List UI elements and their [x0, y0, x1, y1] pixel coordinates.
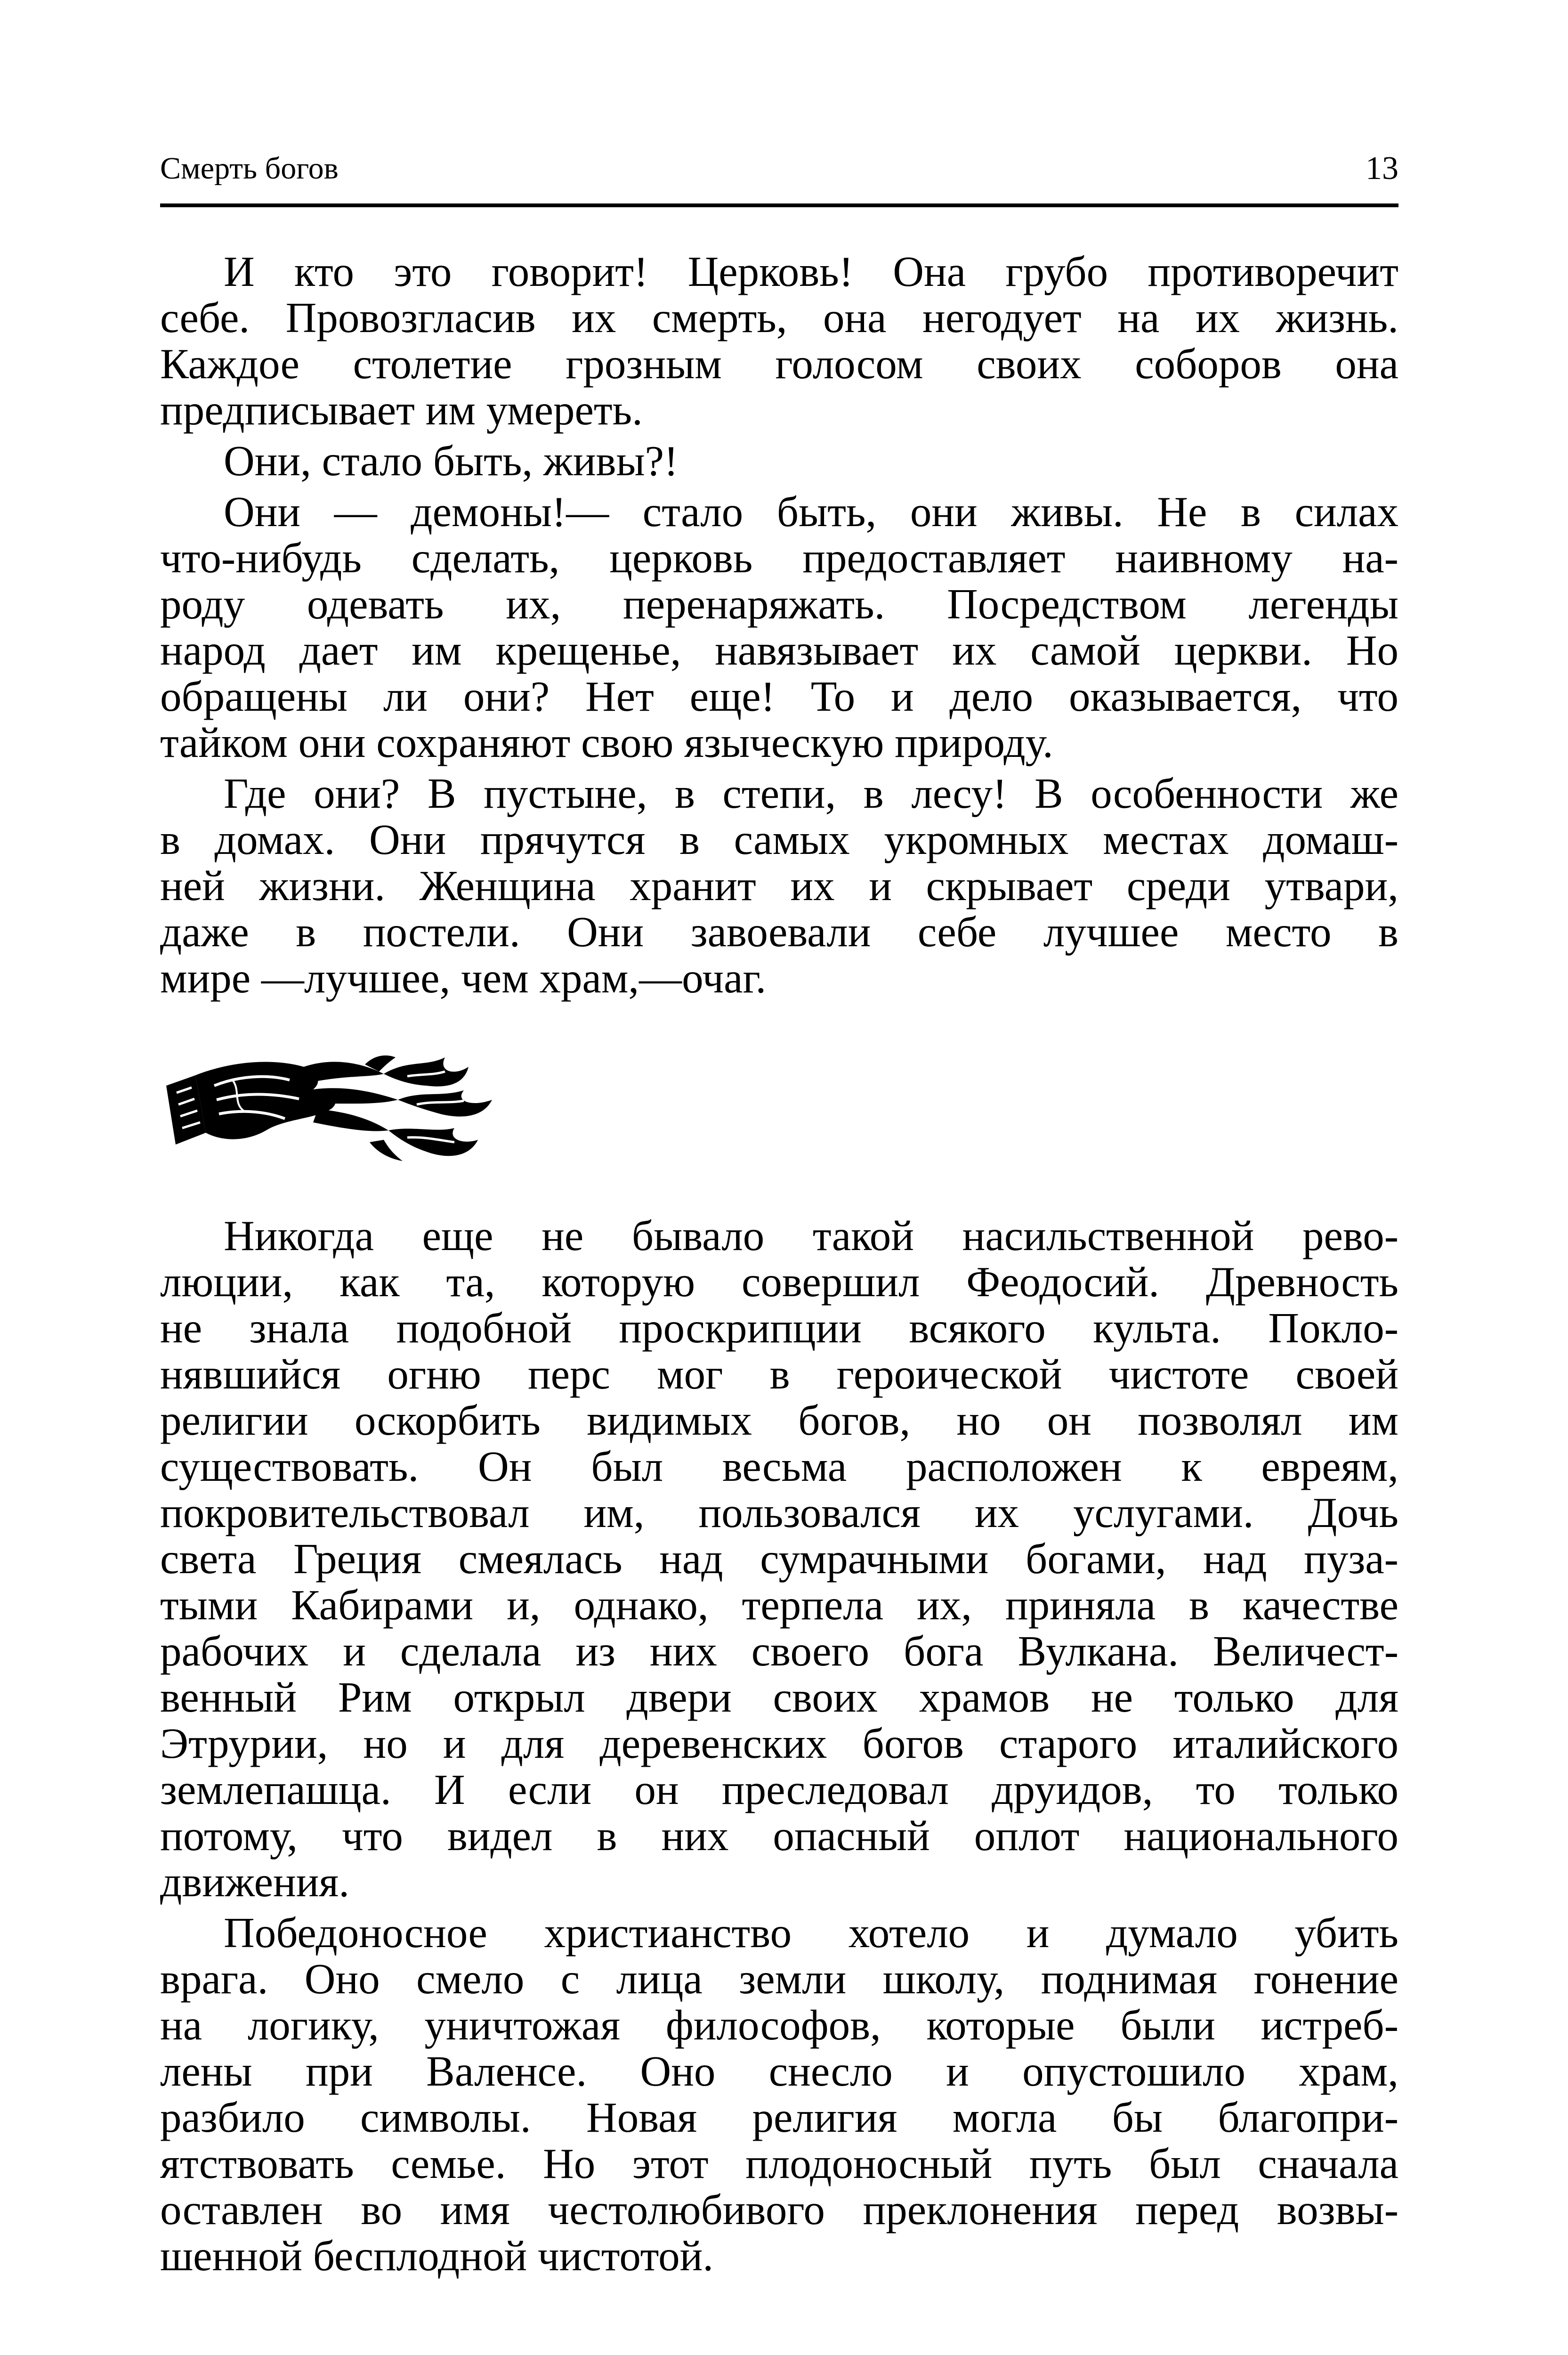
text-line: предписывает им умереть. — [160, 386, 643, 434]
text-line: ятствовать семье. Но этот плодоносный путь был сначала — [160, 2140, 1398, 2187]
text-line: врага. Оно смело с лица земли школу, поднимая гонение — [160, 1955, 1398, 2003]
text-line: тыми Кабирами и, однако, терпела их, приняла в качестве — [160, 1581, 1398, 1629]
header-rule — [160, 203, 1398, 207]
text-line: разбило символы. Новая религия могла бы благопри- — [160, 2094, 1398, 2141]
text-line: движения. — [160, 1858, 350, 1906]
text-line: шенной бесплодной чистотой. — [160, 2232, 714, 2280]
text-line: И кто это говорит! Церковь! Она грубо противоречит — [224, 248, 1398, 295]
paragraph — [160, 771, 1398, 1001]
paragraph — [160, 1910, 1398, 2279]
text-line: даже в постели. Они завоевали себе лучшее место в — [160, 908, 1398, 956]
page-number: 13 — [1366, 150, 1398, 187]
text-line: лены при Валенсе. Оно снесло и опустошило храм, — [160, 2047, 1398, 2095]
text-line: что-нибудь сделать, церковь предоставляет наивному на- — [160, 534, 1398, 582]
paragraph — [160, 489, 1398, 766]
text-line: люции, как та, которую совершил Феодосий. Древность — [160, 1258, 1398, 1306]
text-line: себе. Провозгласив их смерть, она негодует на их жизнь. — [160, 294, 1398, 341]
text-line: света Греция смеялась над сумрачными богами, над пуза- — [160, 1535, 1398, 1583]
text-line: не знала подобной проскрипции всякого культа. Покло- — [160, 1304, 1398, 1352]
text-line: Они, стало быть, живы?! — [224, 437, 679, 485]
text-line: оставлен во имя честолюбивого преклонения перед возвы- — [160, 2186, 1398, 2233]
text-section-2 — [160, 1213, 1398, 2284]
text-line: существовать. Он был весьма расположен к евреям, — [160, 1443, 1398, 1490]
text-line: покровительствовал им, пользовался их услугами. Дочь — [160, 1489, 1398, 1536]
paragraph — [160, 438, 1398, 484]
hand-with-flames-ornament-icon — [162, 1048, 501, 1170]
paragraph — [160, 249, 1398, 433]
paragraph — [160, 1213, 1398, 1905]
text-line: нявшийся огню перс мог в героической чистоте своей — [160, 1350, 1398, 1398]
text-line: в домах. Они прячутся в самых укромных местах домаш- — [160, 816, 1398, 863]
text-line: Победоносное христианство хотело и думало убить — [224, 1909, 1398, 1957]
text-line: Они — демоны!— стало быть, они живы. Не в силах — [224, 488, 1398, 536]
text-line: рабочих и сделала из них своего бога Вулкана. Величест- — [160, 1627, 1398, 1675]
text-line: Этрурии, но и для деревенских богов старого италийского — [160, 1720, 1398, 1767]
text-line: потому, что видел в них опасный оплот национального — [160, 1812, 1398, 1860]
text-line: венный Рим открыл двери своих храмов не только для — [160, 1673, 1398, 1721]
text-line: Где они? В пустыне, в степи, в лесу! В особенности же — [224, 770, 1398, 817]
text-line: религии оскорбить видимых богов, но он позволял им — [160, 1397, 1398, 1444]
text-section-1 — [160, 249, 1398, 1006]
text-line: роду одевать их, перенаряжать. Посредством легенды — [160, 580, 1398, 628]
text-line: Каждое столетие грозным голосом своих соборов она — [160, 340, 1398, 388]
text-line: мире —лучшее, чем храм,—очаг. — [160, 954, 767, 1002]
text-line: Никогда еще не бывало такой насильственной рево- — [224, 1212, 1398, 1259]
text-line: ней жизни. Женщина хранит их и скрывает среди утвари, — [160, 862, 1398, 910]
text-line: землепашца. И если он преследовал друидов, то только — [160, 1766, 1398, 1813]
text-line: на логику, уничтожая философов, которые были истреб- — [160, 2001, 1398, 2049]
text-line: народ дает им крещенье, навязывает их самой церкви. Но — [160, 626, 1398, 674]
running-head — [160, 150, 1398, 197]
running-title: Смерть богов — [160, 151, 339, 186]
text-line: тайком они сохраняют свою языческую природу. — [160, 719, 1053, 766]
text-line: обращены ли они? Нет еще! То и дело оказывается, что — [160, 673, 1398, 720]
